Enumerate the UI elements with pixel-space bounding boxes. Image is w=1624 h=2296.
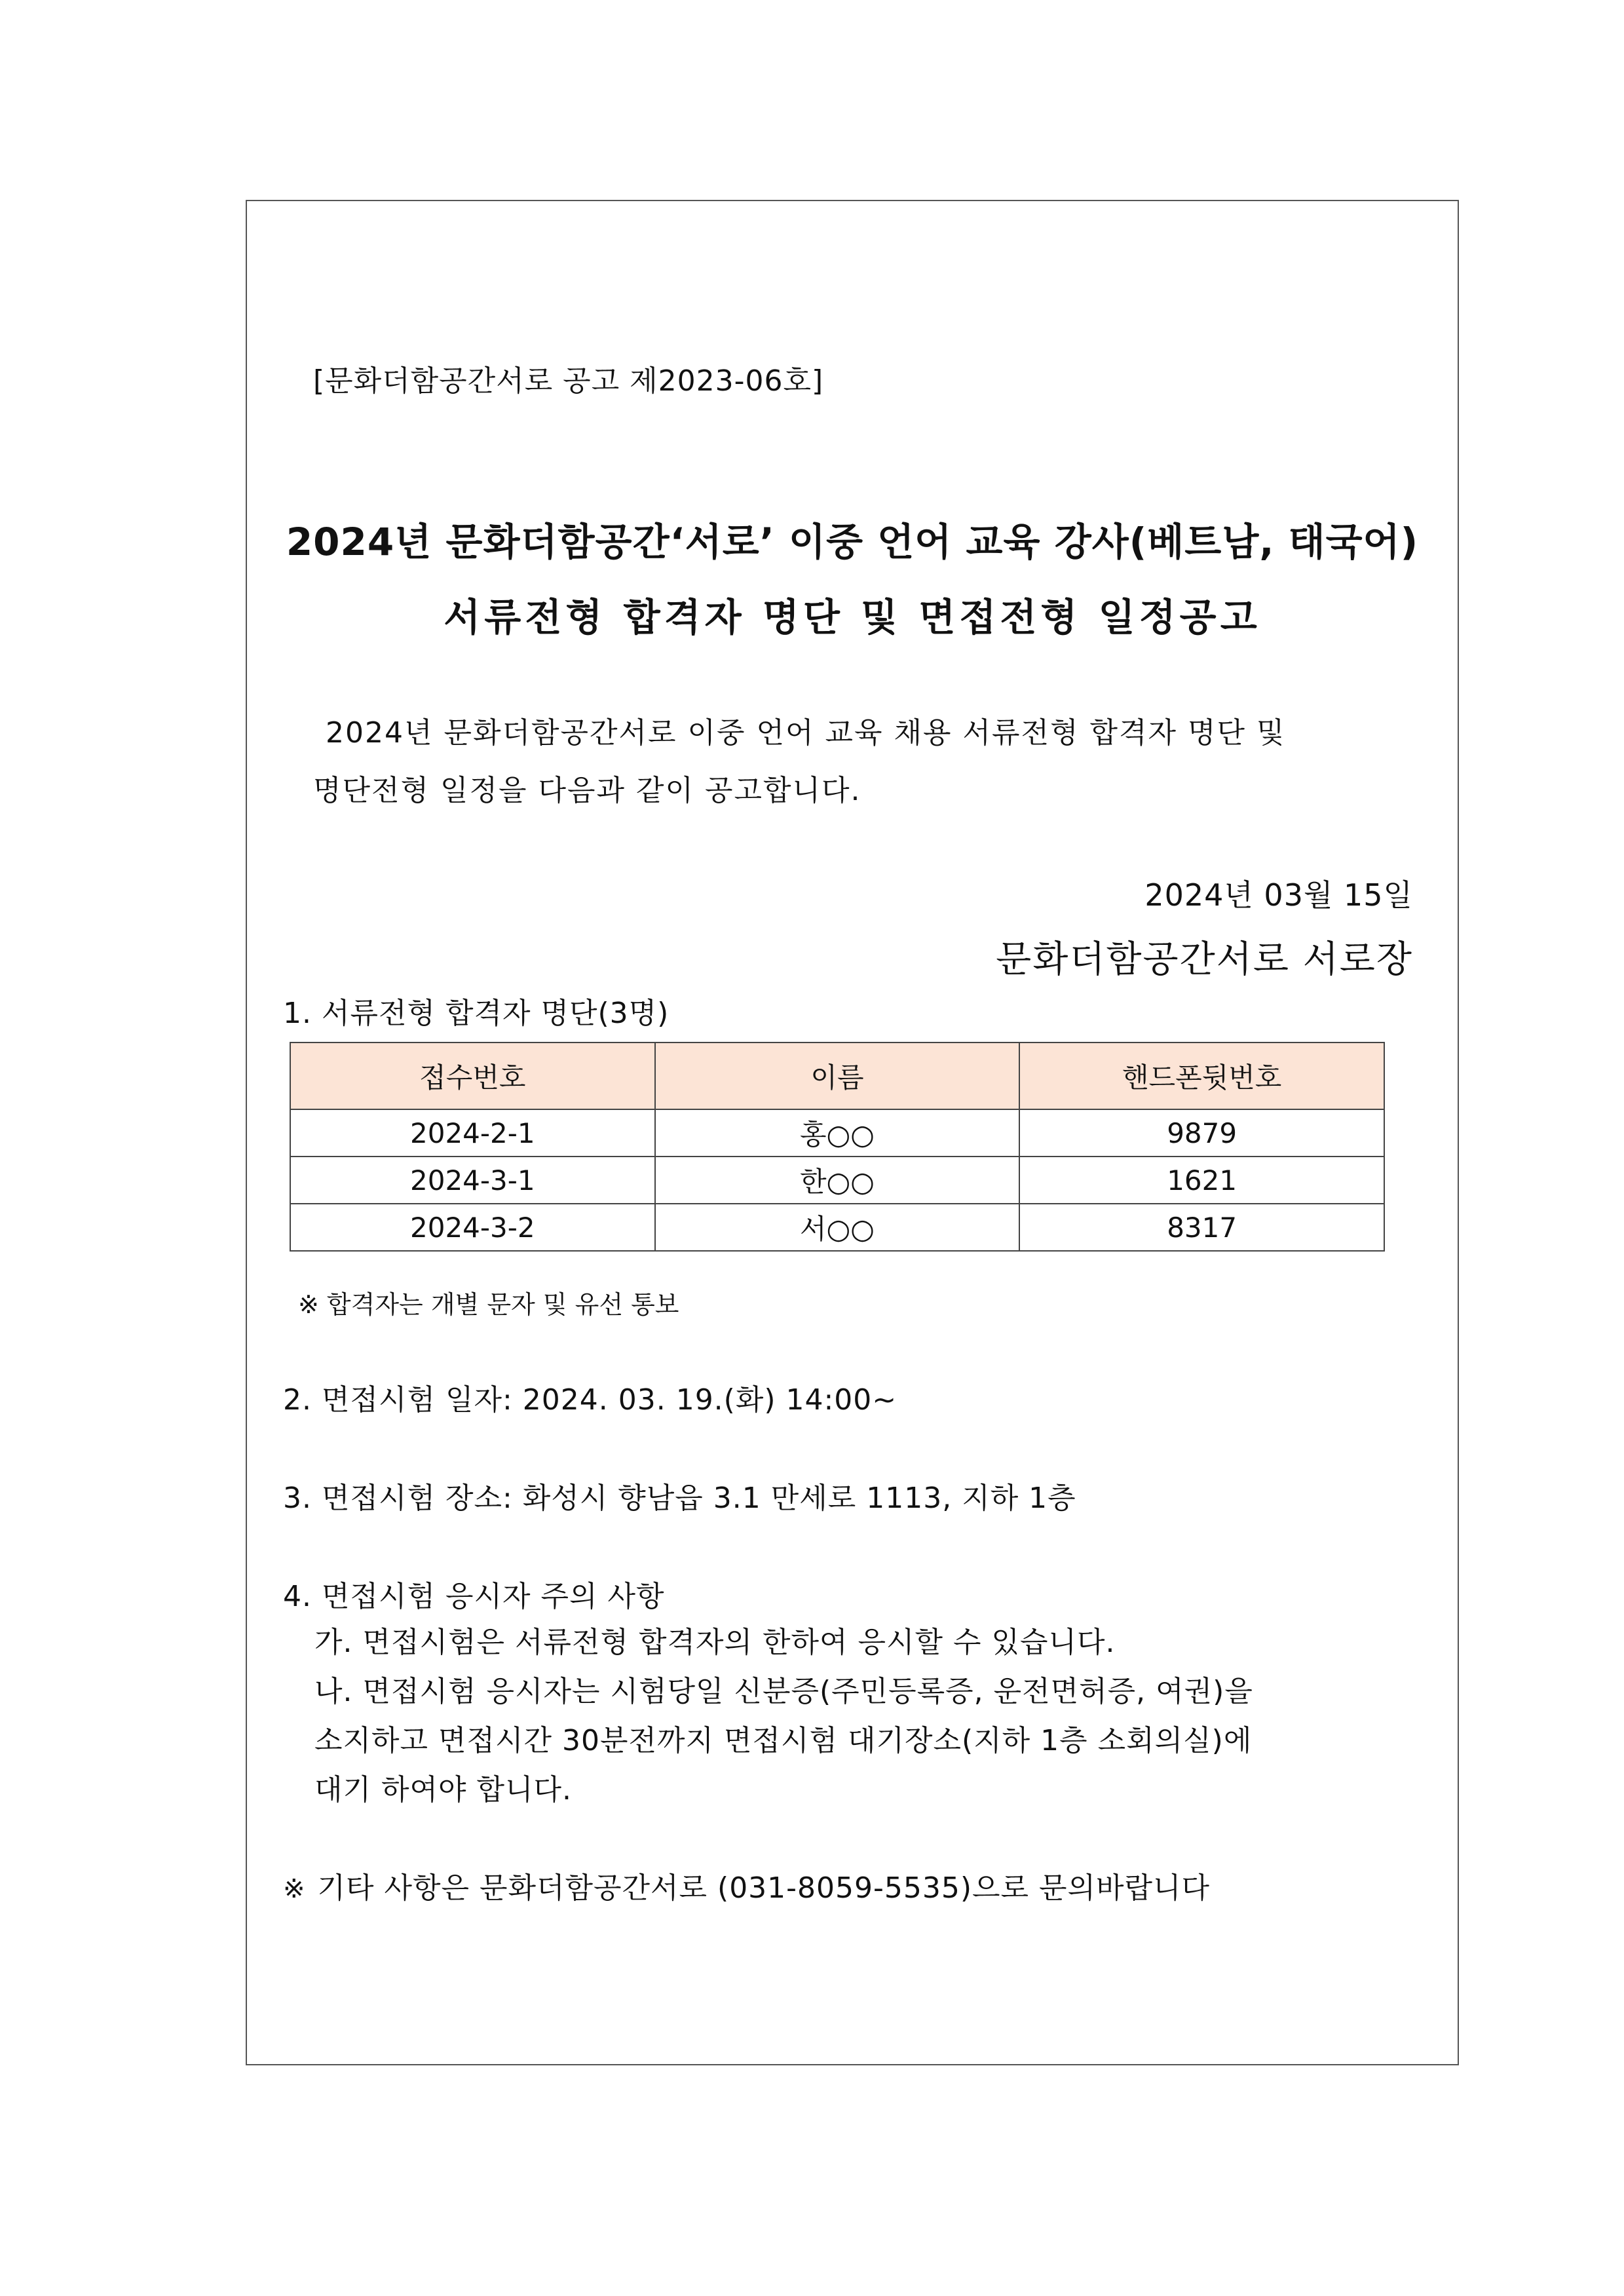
column-header-phone-last-digits: 핸드폰뒷번호 <box>1019 1043 1384 1109</box>
cell-application-number: 2024-3-2 <box>290 1204 655 1251</box>
table-row <box>290 1204 1384 1251</box>
table-row <box>290 1157 1384 1204</box>
precaution-item-b-line1: 나. 면접시험 응시자는 시험당일 신분증(주민등록증, 운전면허증, 여권)을 <box>314 1675 1253 1708</box>
cell-phone-last-digits: 9879 <box>1019 1109 1384 1157</box>
notification-note: ※ 합격자는 개별 문자 및 유선 통보 <box>298 1290 679 1319</box>
interview-date: 2. 면접시험 일자: 2024. 03. 19.(화) 14:00~ <box>283 1383 897 1417</box>
issue-date: 2024년 03월 15일 <box>1144 877 1413 913</box>
precaution-item-a: 가. 면접시험은 서류전형 합격자의 한하여 응시할 수 있습니다. <box>314 1626 1116 1659</box>
closing-text: 기타 사항은 문화더함공간서로 (031-8059-5535)으로 문의바랍니다 <box>317 1871 1211 1905</box>
issuer: 문화더함공간서로 서로장 <box>996 938 1413 981</box>
cell-phone-last-digits: 8317 <box>1019 1204 1384 1251</box>
results-table <box>290 1042 1385 1252</box>
section1-heading: 1. 서류전형 합격자 명단(3명) <box>283 997 670 1030</box>
precaution-item-b-line3: 대기 하여야 합니다. <box>314 1773 572 1807</box>
reference-mark: ※ <box>283 1874 306 1904</box>
interview-location: 3. 면접시험 장소: 화성시 향남읍 3.1 만세로 1113, 지하 1층 <box>283 1482 1076 1515</box>
table-row <box>290 1109 1384 1157</box>
precaution-item-b-line2: 소지하고 면접시간 30분전까지 면접시험 대기장소(지하 1층 소회의실)에 <box>314 1724 1253 1757</box>
table-header-row <box>290 1043 1384 1109</box>
document-title-line2: 서류전형 합격자 명단 및 면접전형 일정공고 <box>444 595 1261 640</box>
cell-name: 홍○○ <box>655 1109 1020 1157</box>
column-header-name: 이름 <box>655 1043 1020 1109</box>
document-title-line1: 2024년 문화더함공간‘서로’ 이중 언어 교육 강사(베트남, 태국어) <box>286 520 1419 564</box>
cell-application-number: 2024-3-1 <box>290 1157 655 1204</box>
section4-heading: 4. 면접시험 응시자 주의 사항 <box>283 1580 665 1613</box>
column-header-application-number: 접수번호 <box>290 1043 655 1109</box>
cell-application-number: 2024-2-1 <box>290 1109 655 1157</box>
cell-name: 서○○ <box>655 1204 1020 1251</box>
notice-number: [문화더함공간서로 공고 제2023-06호] <box>313 364 824 398</box>
intro-line2: 명단전형 일정을 다음과 같이 공고합니다. <box>313 774 861 807</box>
cell-name: 한○○ <box>655 1157 1020 1204</box>
closing-note <box>283 1864 1210 1906</box>
cell-phone-last-digits: 1621 <box>1019 1157 1384 1204</box>
intro-line1: 2024년 문화더함공간서로 이중 언어 교육 채용 서류전형 합격자 명단 및 <box>326 716 1286 750</box>
